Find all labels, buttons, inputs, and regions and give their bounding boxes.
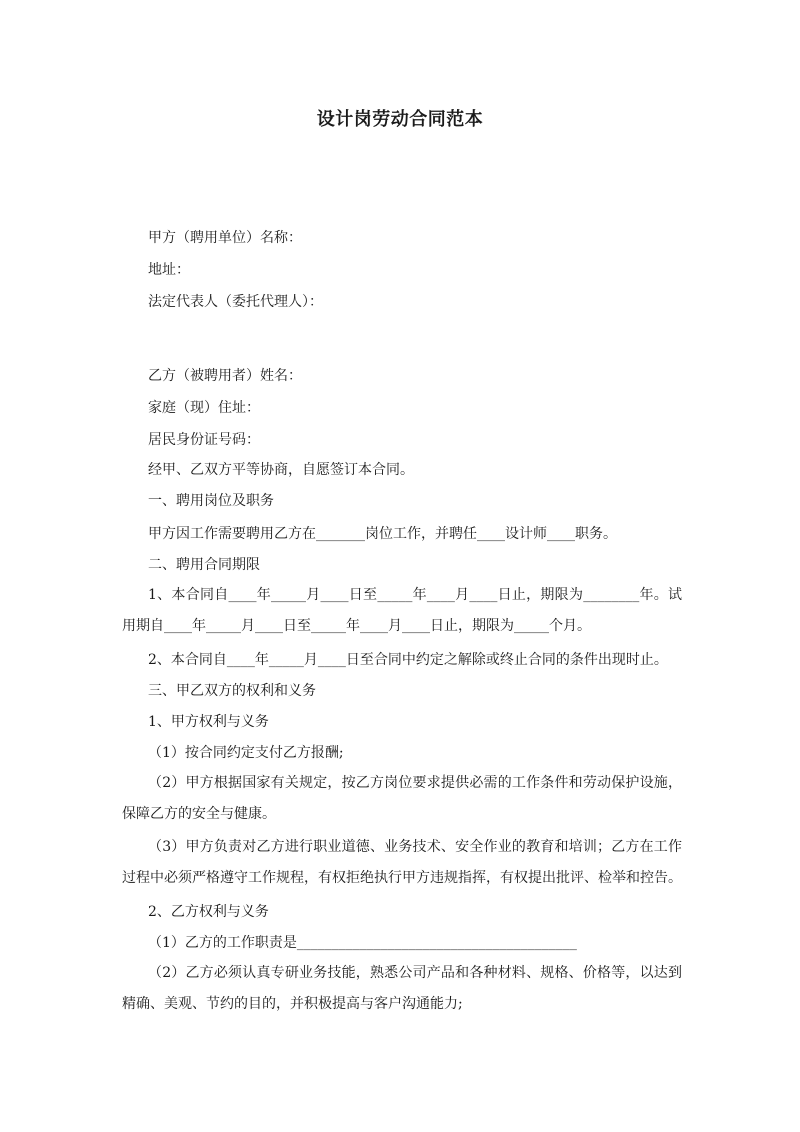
section2-heading: 二、聘用合同期限 [148, 557, 260, 573]
party-b-id-number-label: 居民身份证号码： [148, 432, 260, 448]
party-b-rights-heading: 2、乙方权利与义务 [148, 904, 269, 920]
party-b-name-label: 乙方（被聘用者）姓名： [148, 368, 302, 384]
party-b-home-address-label: 家庭（现）住址： [148, 400, 260, 416]
party-a-name-label: 甲方（聘用单位）名称： [148, 230, 302, 246]
section2-clause2: 2、本合同自____年_____月____日至合同中约定之解除或终止合同的条件出现时止。 [148, 652, 668, 668]
intro-text: 经甲、乙双方平等协商，自愿签订本合同。 [148, 462, 414, 478]
party-a-rights-heading: 1、甲方权利与义务 [148, 714, 269, 730]
section1-text: 甲方因工作需要聘用乙方在_______岗位工作，并聘任____设计师____职务。 [148, 526, 617, 542]
party-b-item2: （2）乙方必须认真专研业务技能，熟悉公司产品和各种材料、规格、价格等，以达到精确、美观、节约的目的，并积极提高与客户沟通能力; [122, 965, 682, 1012]
section2-clause1: 1、本合同自____年_____月____日至_____年____月____日止，期限为________年。试用期自____年_____月____日至_____年____月____日止，期限为_____个月。 [122, 587, 682, 634]
section1-heading: 一、聘用岗位及职务 [148, 493, 274, 509]
party-a-item1: （1）按合同约定支付乙方报酬; [148, 745, 344, 761]
party-a-item3: （3）甲方负责对乙方进行职业道德、业务技术、安全作业的教育和培训；乙方在工作过程中必须严格遵守工作规程，有权拒绝执行甲方违规指挥，有权提出批评、检举和控告。 [122, 839, 682, 886]
document-title: 设计岗劳动合同范本 [316, 109, 484, 130]
party-a-representative-label: 法定代表人（委托代理人）： [148, 294, 323, 310]
section3-heading: 三、甲乙双方的权利和义务 [148, 683, 316, 699]
party-a-item2: （2）甲方根据国家有关规定，按乙方岗位要求提供必需的工作条件和劳动保护设施，保障乙方的安全与健康。 [122, 775, 682, 822]
party-b-item1: （1）乙方的工作职责是________________________________________ [148, 935, 577, 951]
party-a-address-label: 地址： [148, 262, 190, 278]
